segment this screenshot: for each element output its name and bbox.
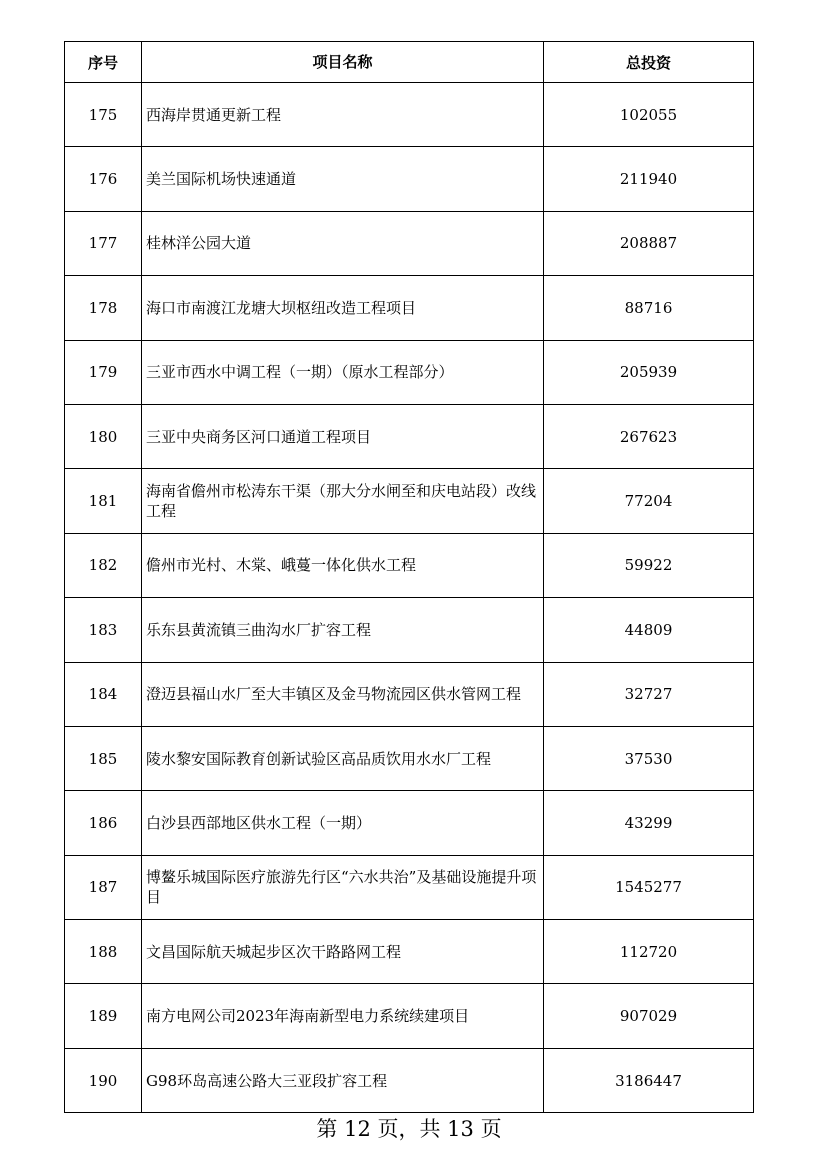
- cell-total-investment: 88716: [544, 276, 754, 340]
- table-row: [65, 340, 754, 404]
- cell-project-name: 西海岸贯通更新工程: [142, 83, 544, 147]
- table-row: [65, 662, 754, 726]
- table-row: [65, 598, 754, 662]
- table-row: [65, 276, 754, 340]
- table-body: [65, 83, 754, 1113]
- cell-project-name: 博鳌乐城国际医疗旅游先行区“六水共治”及基础设施提升项目: [142, 855, 544, 919]
- cell-total-investment: 907029: [544, 984, 754, 1048]
- cell-serial-number: 179: [65, 340, 142, 404]
- cell-serial-number: 187: [65, 855, 142, 919]
- cell-serial-number: 177: [65, 211, 142, 275]
- table-row: [65, 404, 754, 468]
- cell-project-name: 美兰国际机场快速通道: [142, 147, 544, 211]
- cell-serial-number: 184: [65, 662, 142, 726]
- header-total-investment: 总投资: [544, 42, 754, 83]
- table-row: [65, 147, 754, 211]
- cell-serial-number: 182: [65, 533, 142, 597]
- table-row: [65, 1048, 754, 1112]
- cell-serial-number: 185: [65, 726, 142, 790]
- cell-project-name: 海南省儋州市松涛东干渠（那大分水闸至和庆电站段）改线工程: [142, 469, 544, 533]
- cell-serial-number: 183: [65, 598, 142, 662]
- cell-serial-number: 190: [65, 1048, 142, 1112]
- cell-total-investment: 208887: [544, 211, 754, 275]
- cell-total-investment: 1545277: [544, 855, 754, 919]
- cell-total-investment: 77204: [544, 469, 754, 533]
- cell-serial-number: 186: [65, 791, 142, 855]
- table-row: [65, 920, 754, 984]
- cell-project-name: 儋州市光村、木棠、峨蔓一体化供水工程: [142, 533, 544, 597]
- cell-serial-number: 176: [65, 147, 142, 211]
- cell-total-investment: 112720: [544, 920, 754, 984]
- cell-project-name: 三亚中央商务区河口通道工程项目: [142, 404, 544, 468]
- cell-project-name: G98环岛高速公路大三亚段扩容工程: [142, 1048, 544, 1112]
- page-footer: 第 12 页，共 13 页: [316, 1117, 502, 1141]
- cell-project-name: 文昌国际航天城起步区次干路路网工程: [142, 920, 544, 984]
- cell-total-investment: 102055: [544, 83, 754, 147]
- project-table: [64, 41, 754, 1113]
- cell-serial-number: 181: [65, 469, 142, 533]
- cell-total-investment: 267623: [544, 404, 754, 468]
- cell-serial-number: 189: [65, 984, 142, 1048]
- cell-total-investment: 211940: [544, 147, 754, 211]
- table-row: [65, 855, 754, 919]
- cell-total-investment: 37530: [544, 726, 754, 790]
- cell-project-name: 陵水黎安国际教育创新试验区高品质饮用水水厂工程: [142, 726, 544, 790]
- cell-total-investment: 44809: [544, 598, 754, 662]
- cell-project-name: 乐东县黄流镇三曲沟水厂扩容工程: [142, 598, 544, 662]
- table-row: [65, 211, 754, 275]
- table-row: [65, 984, 754, 1048]
- cell-project-name: 白沙县西部地区供水工程（一期）: [142, 791, 544, 855]
- table-row: [65, 533, 754, 597]
- table-header-row: [65, 42, 754, 83]
- cell-serial-number: 175: [65, 83, 142, 147]
- cell-project-name: 南方电网公司2023年海南新型电力系统续建项目: [142, 984, 544, 1048]
- cell-serial-number: 178: [65, 276, 142, 340]
- header-serial-number: 序号: [65, 42, 142, 83]
- cell-total-investment: 205939: [544, 340, 754, 404]
- cell-serial-number: 180: [65, 404, 142, 468]
- header-project-name: 项目名称: [142, 42, 544, 83]
- cell-project-name: 三亚市西水中调工程（一期）（原水工程部分）: [142, 340, 544, 404]
- table-row: [65, 791, 754, 855]
- cell-total-investment: 32727: [544, 662, 754, 726]
- table-row: [65, 469, 754, 533]
- cell-total-investment: 3186447: [544, 1048, 754, 1112]
- cell-project-name: 澄迈县福山水厂至大丰镇区及金马物流园区供水管网工程: [142, 662, 544, 726]
- cell-total-investment: 59922: [544, 533, 754, 597]
- cell-project-name: 桂林洋公园大道: [142, 211, 544, 275]
- cell-total-investment: 43299: [544, 791, 754, 855]
- cell-serial-number: 188: [65, 920, 142, 984]
- table-row: [65, 83, 754, 147]
- table-row: [65, 726, 754, 790]
- cell-project-name: 海口市南渡江龙塘大坝枢纽改造工程项目: [142, 276, 544, 340]
